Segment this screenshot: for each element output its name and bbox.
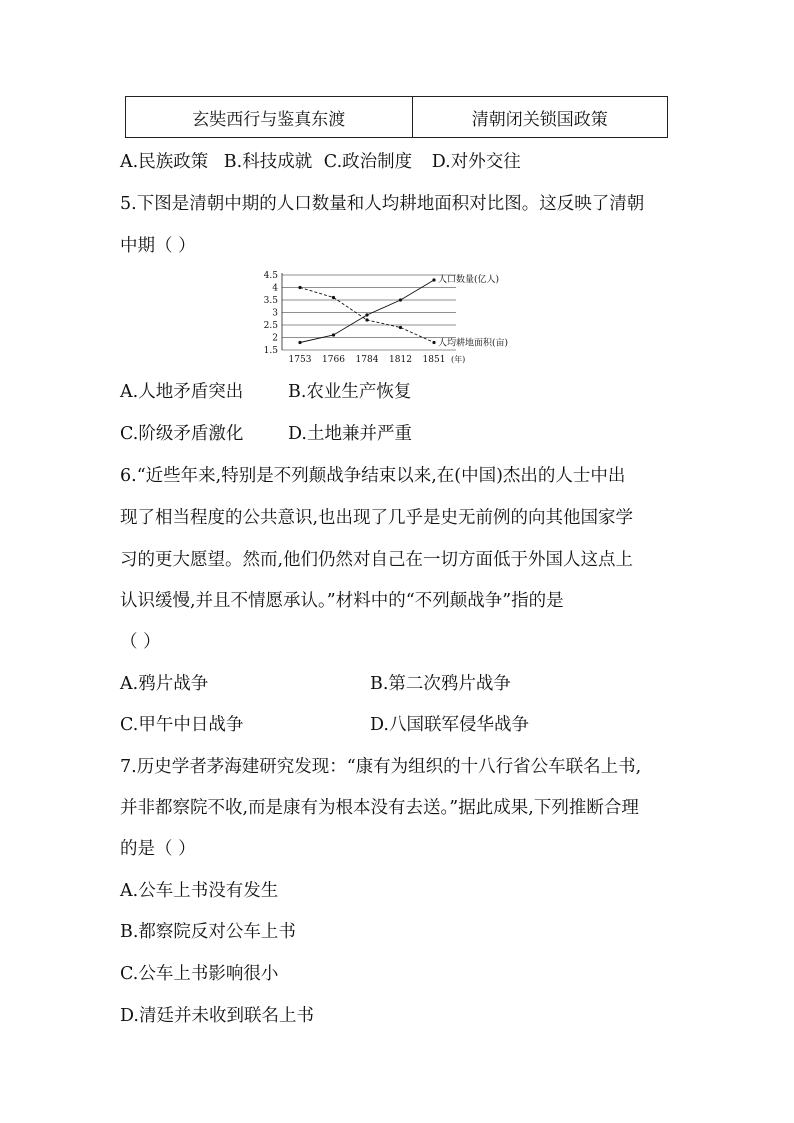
option-c[interactable]: C.阶级矛盾激化 xyxy=(120,424,244,444)
option-c[interactable]: C.甲午中日战争 xyxy=(120,715,244,735)
table-cell: 玄奘西行与鉴真东渡 xyxy=(126,97,413,138)
q6-line5: （ ） xyxy=(120,632,161,652)
q7-option-d[interactable]: D.清廷并未收到联名上书 xyxy=(120,1006,314,1026)
q7-option-a[interactable]: A.公车上书没有发生 xyxy=(120,881,279,901)
y-tick-label: 1.5 xyxy=(263,346,278,356)
q7-line1: 7.历史学者茅海建研究发现：“康有为组织的十八行省公车联名上书, xyxy=(120,757,642,777)
series-label: 人均耕地面积(亩) xyxy=(438,338,509,349)
x-tick-label: 1753 xyxy=(288,355,312,365)
data-point xyxy=(399,298,402,301)
y-tick-label: 3.5 xyxy=(263,296,278,306)
option-b[interactable]: B.科技成就 xyxy=(223,152,313,172)
q5-stem-line2: 中期（ ） xyxy=(120,236,196,256)
q6-options-row1 xyxy=(120,670,511,695)
data-point xyxy=(332,296,335,299)
x-unit-label: (年) xyxy=(451,355,466,364)
data-point xyxy=(298,286,301,289)
data-point xyxy=(298,341,301,344)
q6-line3: 习的更大愿望。然而,他们仍然对自己在一切方面低于外国人这点上 xyxy=(120,550,634,570)
x-tick-label: 1766 xyxy=(322,355,345,365)
q5-options-row2 xyxy=(120,420,412,445)
option-b[interactable]: B.农业生产恢复 xyxy=(288,382,412,402)
y-tick-label: 4 xyxy=(272,283,278,294)
population-farmland-chart xyxy=(262,266,542,366)
q5-stem-line1: 5.下图是清朝中期的人口数量和人均耕地面积对比图。这反映了清朝 xyxy=(120,194,645,214)
table-row xyxy=(126,97,668,138)
data-point xyxy=(365,313,368,316)
x-tick-label: 1812 xyxy=(389,355,412,365)
y-tick-label: 2.5 xyxy=(263,321,278,331)
q6-line2: 现了相当程度的公共意识,也出现了几乎是史无前例的向其他国家学 xyxy=(120,508,634,528)
x-tick-label: 1784 xyxy=(355,355,379,365)
option-d[interactable]: D.土地兼并严重 xyxy=(288,424,412,444)
option-a[interactable]: A.人地矛盾突出 xyxy=(120,382,244,402)
data-point xyxy=(332,333,335,336)
q5-options-row1 xyxy=(120,378,412,403)
table-cell: 清朝闭关锁国政策 xyxy=(412,97,667,138)
option-a[interactable]: A.民族政策 xyxy=(120,152,209,172)
q6-line1: 6.“近些年来,特别是不列颠战争结束以来,在(中国)杰出的人士中出 xyxy=(120,466,626,486)
q7-option-b[interactable]: B.都察院反对公车上书 xyxy=(120,922,296,942)
y-tick-label: 4.5 xyxy=(263,271,278,281)
x-tick-label: 1851 xyxy=(422,355,446,365)
data-point xyxy=(432,341,435,344)
option-a[interactable]: A.鸦片战争 xyxy=(120,674,209,694)
q7-line3: 的是（ ） xyxy=(120,839,196,859)
q6-line4: 认识缓慢,并且不情愿承认。”材料中的“不列颠战争”指的是 xyxy=(120,591,564,611)
series-line xyxy=(300,280,434,343)
comparison-table xyxy=(125,96,668,138)
q6-options-row2 xyxy=(120,711,529,736)
option-d[interactable]: D.对外交往 xyxy=(431,152,521,172)
q7-line2: 并非都察院不收,而是康有为根本没有去送。”据此成果,下列推断合理 xyxy=(120,798,639,818)
series-label: 人口数量(亿人) xyxy=(438,275,500,285)
y-tick-label: 3 xyxy=(272,308,278,319)
data-point xyxy=(365,318,368,321)
data-point xyxy=(399,326,402,329)
option-b[interactable]: B.第二次鸦片战争 xyxy=(370,674,511,694)
data-point xyxy=(432,278,435,281)
y-tick-label: 2 xyxy=(272,333,278,344)
q7-option-c[interactable]: C.公车上书影响很小 xyxy=(120,964,279,984)
option-c[interactable]: C.政治制度 xyxy=(323,152,413,172)
prev-options xyxy=(120,148,521,173)
option-d[interactable]: D.八国联军侵华战争 xyxy=(370,715,529,735)
